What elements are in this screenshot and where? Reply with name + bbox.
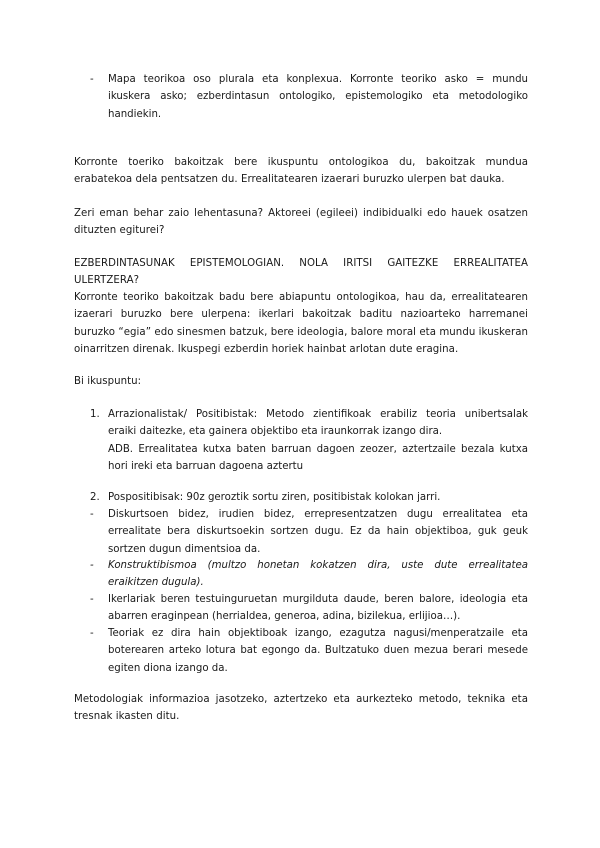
text-line: Korronte teoriko bakoitzak badu bere abiapuntu ontologikoa, hau da, errealitatearen	[74, 292, 528, 303]
text-line: Metodologiak informazioa jasotzeko, aztertzeko eta aurkezteko metodo, teknika eta	[74, 694, 528, 705]
text-line: Teoriak ez dira hain objektiboak izango, ezagutza nagusi/menperatzaile eta	[108, 628, 528, 639]
paragraph-question	[74, 205, 528, 240]
number-marker: 1.	[90, 409, 100, 420]
text-line: tresnak ikasten ditu.	[74, 711, 180, 723]
paragraph-bi-ikuspuntu	[74, 373, 528, 390]
text-line: Konstruktibismoa (multzo honetan kokatzen dira, uste dute errealitatea	[108, 560, 528, 571]
text-line: handiekin.	[108, 108, 162, 120]
paragraph-metodologiak	[74, 691, 528, 726]
bullet-marker: -	[90, 594, 94, 605]
text-line: errealitate bera diskurtsoekin sortzen dugu. Ez da hain objektiboa, guk geuk	[108, 526, 528, 538]
text-line: sortzen dugun dimentsioa da.	[108, 543, 261, 555]
bullet-marker: -	[90, 560, 94, 571]
text-line: Ikerlariak beren testuinguruetan murgilduta daude, beren balore, ideologia eta	[108, 594, 528, 605]
text-line: ikuskera asko; ezberdintasun ontologiko, epistemologiko eta metodologiko	[108, 91, 528, 103]
text-line: erabatekoa dela pentsatzen du. Errealitatearen izaerari buruzko ulerpen bat dauka.	[74, 174, 505, 186]
text-line: Korronte toeriko bakoitzak bere ikuspuntu ontologikoa du, bakoitzak mundua	[74, 157, 528, 168]
text-line: oinarritzen direnak. Ikuspegi ezberdin horiek hainbat arlotan dute eragina.	[74, 344, 459, 356]
text-line: EZBERDINTASUNAK EPISTEMOLOGIAN. NOLA IRITSI GAITEZKE ERREALITATEA	[74, 258, 528, 269]
paragraph-abiapuntu	[74, 289, 528, 359]
text-line: Arrazionalistak/ Positibistak: Metodo zientifikoak erabiliz teoria unibertsalak	[108, 409, 528, 420]
bullet-marker: -	[90, 509, 94, 520]
text-line: egiten diona izango da.	[108, 662, 228, 674]
text-line: eraiki daitezke, eta gainera objektibo eta iraunkorrak izango dira.	[108, 426, 443, 438]
text-line: Bi ikuspuntu:	[74, 376, 142, 387]
bullet-marker: -	[90, 628, 94, 639]
text-line: abarren eraginpean (herrialdea, generoa, adina, bizilekua, erlijioa…).	[108, 611, 461, 623]
text-line: izaerari buruzko bere ulerpena: ikerlari bakoitzak baditu nazioarteko harremanei	[74, 309, 528, 321]
text-line: hori ireki eta barruan dagoena aztertu	[108, 461, 304, 473]
bullet-marker: -	[90, 74, 94, 85]
text-line: Zeri eman behar zaio lehentasuna? Aktoreei (egileei) indibidualki edo hauek osatzen	[74, 208, 528, 219]
text-line: Mapa teorikoa oso plurala eta konplexua. Korronte teoriko asko = mundu	[108, 74, 528, 85]
text-line: eraikitzen dugula).	[108, 577, 204, 589]
text-line: boterearen arteko lotura bat egongo da. Bultzatuko duen mezua berari mesede	[108, 645, 528, 657]
text-line: Pospositibisak: 90z geroztik sortu ziren, positibistak kolokan jarri.	[108, 492, 441, 503]
section-heading	[74, 255, 528, 290]
text-line: buruzko “egia” edo sinesmen batzuk, bere ideologia, balore moral eta mundu ikuskeran	[74, 326, 528, 338]
text-line: ADB. Errealitatea kutxa baten barruan dagoen zeozer, aztertzaile bezala kutxa	[108, 443, 528, 455]
text-line: dituzten egiturei?	[74, 225, 165, 237]
paragraph-korronte	[74, 154, 528, 189]
text-line: ULERTZERA?	[74, 275, 140, 287]
text-line: Diskurtsoen bidez, irudien bidez, errepresentzatzen dugu errealitatea eta	[108, 509, 528, 520]
number-marker: 2.	[90, 492, 100, 503]
